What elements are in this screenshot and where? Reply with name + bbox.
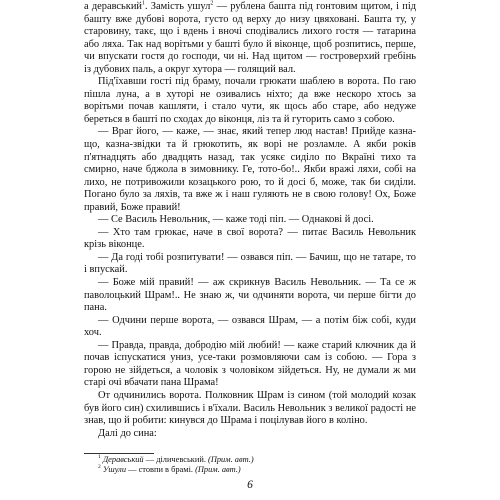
paragraph: — Хто там грюкає, наче в свої ворота? — питає Василь Невольник крізь віконце. <box>84 226 416 251</box>
paragraph: а деравський$^1$. Замість ушул$^2$ — рублена башта під гонтовим щитом, і під башту вже дубові ворота, густо од верху до низу цвяховані. Башта ту, у старовину, такє, що і вдень і вночі сподівались лихого гостя — татарина або ляха. Так над ворітьми у башті було й віконце, щоб розпитись, перше, чи впускати гостя до господи, чи ні. Над щитом — гостроверхий гребінь із дубових паль, а округ хутора — голящий вал. <box>84 0 416 75</box>
paragraph: — Боже мій правий! — аж скрикнув Василь Невольник. — Та се ж паволоцький Шрам!.. Не знаю ж, чи одчиняти ворота, чи перше бігти до пана. <box>84 277 416 314</box>
paragraph: — Правда, правда, добродію мій любий! — каже старий ключник да й почав іспускатися униз, усе-таки розмовляючи сам із собою. — Гора з горою не зійдеться, а чоловік з чоловіком зійдеться. Ну, не думали ж ми старі очі вбачати пана Шрама! <box>84 339 416 389</box>
paragraph: — Одчини перше ворота, — озвався Шрам, — а потім біж собі, куди хоч. <box>84 314 416 339</box>
paragraph: — Враг його, — каже, — знає, який тепер люд настав! Прийде казна-що, казна-звідки та й грюкотить, як ворі не розламле. А якби років п'ятнадцять або двадцять назад, так усякє сиділо по Вкраїні тихо та смирно, наче бджола в зимовнику. Ге, тото-бо!.. Якби вражі ляхи, собі на лихо, не потривожили козацького рою, то й досі б, може, так би сиділи. Погано було за ляхів, та вже ж і наш гуляють не в свою голову! Ох, Боже правий, Боже правий! <box>84 126 416 213</box>
paragraph: Під'їхавши гості під браму, почали грюкати шаблею в ворота. По гаю пішла луна, а в хуторі не озивались ніхто; да вже нескоро хтось за ворітьми почав кашляти, і стало чути, як щось або старе, або недуже береться в башті по сходах до віконця, ліз та й гуторить само з собою. <box>84 76 416 125</box>
footnotes <box>84 455 416 475</box>
footnote: $^2$ Ушули — стовпи в брамі. (Прим. авт.) <box>98 464 241 475</box>
paragraph: — Се Василь Невольник, — каже тоді піп. — Однакові й досі. <box>98 214 374 226</box>
footnote: $^1$ Деравський — діличевський. (Прим. авт.) <box>98 454 254 464</box>
footnote-divider <box>84 453 154 454</box>
paragraph: — Да годі тобі розпитувати! — озвався піп. — Бачиш, що не татаре, то і впускай. <box>84 251 416 276</box>
main-text <box>84 1 416 440</box>
page-number: 6 <box>247 479 253 491</box>
paragraph: От одчинились ворота. Полковник Шрам із сином (той молодий козак був його син) схилившись і в'їхали. Василь Невольник з великої радості не знав, що й робити: кинувся до Шрама і поцілував його в коліно. <box>84 389 416 427</box>
footnote-ref: 1 <box>141 0 145 7</box>
paragraph: Далі до сина: <box>98 427 157 439</box>
footnote-ref: 2 <box>210 0 214 7</box>
